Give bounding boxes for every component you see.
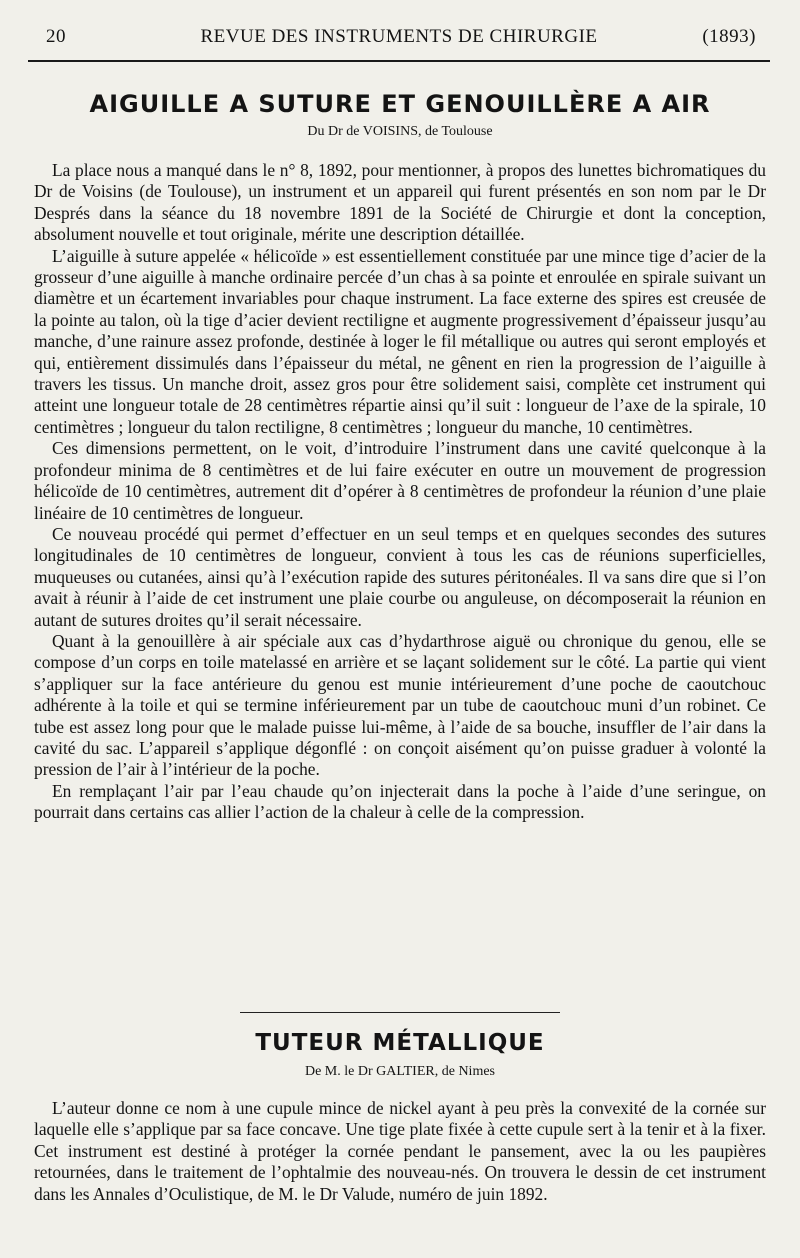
journal-title: REVUE DES INSTRUMENTS DE CHIRURGIE	[200, 26, 598, 47]
article-title: TUTEUR MÉTALLIQUE	[255, 1030, 545, 1056]
paragraph: Quant à la genouillère à air spéciale aux cas d’hydarthrose aiguë ou chronique du genou, elle se compose d’un corps en toile matelassé en arrière et se laçant solidement sur le côté. La partie qui vient s’appliquer sur la face antérieure du genou est munie intérieurement d’une poche de caoutchouc adhérente à la toile et qui se termine inférieurement par un tube de caoutchouc muni d’un robinet. Ce tube est assez long pour que le malade puisse lui-même, à l’aide de sa bouche, insuffler de l’air dans la cavité du sac. L’appareil s’applique dégonflé : on conçoit aisément qu’on puisse graduer à volonté la pression de l’air à l’intérieur de la poche.	[34, 630, 766, 780]
paragraph: L’aiguille à suture appelée « hélicoïde » est essentiellement constituée par une mince tige d’acier de la grosseur d’une aiguille à manche ordinaire percée d’un chas à sa pointe et enroulée en spirale suivant un diamètre et un écartement invariables pour chaque instrument. La face externe des spires est creusée de la pointe au talon, où la tige d’acier devient rectiligne et augmente progressivement d’épaisseur jusqu’au manche, d’une rainure assez profonde, destinée à loger le fil métallique ou autres qui seront employés et qui, entièrement dissimulés dans l’épaisseur du métal, ne gênent en rien la progression de l’aiguille à travers les tissus. Un manche droit, assez gros pour être solidement saisi, complète cet instrument qui atteint une longueur totale de 28 centimètres répartie ainsi qu’il suit : longueur de l’axe de la spirale, 10 centimètres ; longueur du talon rectiligne, 8 centimètres ; longueur du manche, 10 centimètres.	[34, 245, 766, 437]
article-byline: De M. le Dr GALTIER, de Nimes	[304, 1064, 495, 1079]
article-title: AIGUILLE A SUTURE ET GENOUILLÈRE A AIR	[89, 90, 711, 118]
section-divider	[240, 1012, 560, 1013]
paragraph: Ces dimensions permettent, on le voit, d’introduire l’instrument dans une cavité quelconque à la profondeur minima de 8 centimètres et de lui faire exécuter en outre un mouvement de progression hélicoïde de 10 centimètres, autrement dit d’opérer à 8 centimètres de profondeur la réunion d’une plaie linéaire de 10 centimètres de longueur.	[34, 438, 766, 523]
running-head	[28, 20, 770, 62]
article-body	[34, 160, 766, 824]
paragraph: Ce nouveau procédé qui permet d’effectuer en un seul temps et en quelques secondes des sutures longitudinales de 10 centimètres de longueur, convient à tous les cas de réunions superficielles, muqueuses ou cutanées, ainsi qu’à l’exécution rapide des sutures péritonéales. Il va sans dire que si l’on avait à réunir à l’aide de cet instrument une plaie courbe ou anguleuse, on décomposerait la réunion en autant de sutures droites qu’il serait nécessaire.	[34, 523, 766, 630]
paragraph: En remplaçant l’air par l’eau chaude qu’on injecterait dans la poche à l’aide d’une seringue, on pourrait dans certains cas allier l’action de la chaleur à celle de la compression.	[34, 780, 766, 823]
article-byline: Du Dr de VOISINS, de Toulouse	[307, 124, 493, 139]
page-number: 20	[46, 26, 66, 47]
article-body	[34, 1098, 766, 1205]
publication-year: (1893)	[702, 26, 756, 47]
paragraph: L’auteur donne ce nom à une cupule mince de nickel ayant à peu près la convexité de la cornée sur laquelle elle s’applique par sa face concave. Une tige plate fixée à cette cupule sert à la tenir et à la fixer. Cet instrument est destiné à protéger la cornée pendant le pansement, avec la ou les paupières retournées, dans le traitement de l’ophtalmie des nouveau-nés. On trouvera le dessin de cet instrument dans les Annales d’Oculistique, de M. le Dr Valude, numéro de juin 1892.	[34, 1098, 766, 1204]
paragraph: La place nous a manqué dans le n° 8, 1892, pour mentionner, à propos des lunettes bichromatiques du Dr de Voisins (de Toulouse), un instrument et un appareil qui furent présentés en son nom par le Dr Després dans la séance du 18 novembre 1891 de la Société de Chirurgie et dont la conception, absolument nouvelle et tout originale, mérite une description détaillée.	[34, 160, 766, 245]
